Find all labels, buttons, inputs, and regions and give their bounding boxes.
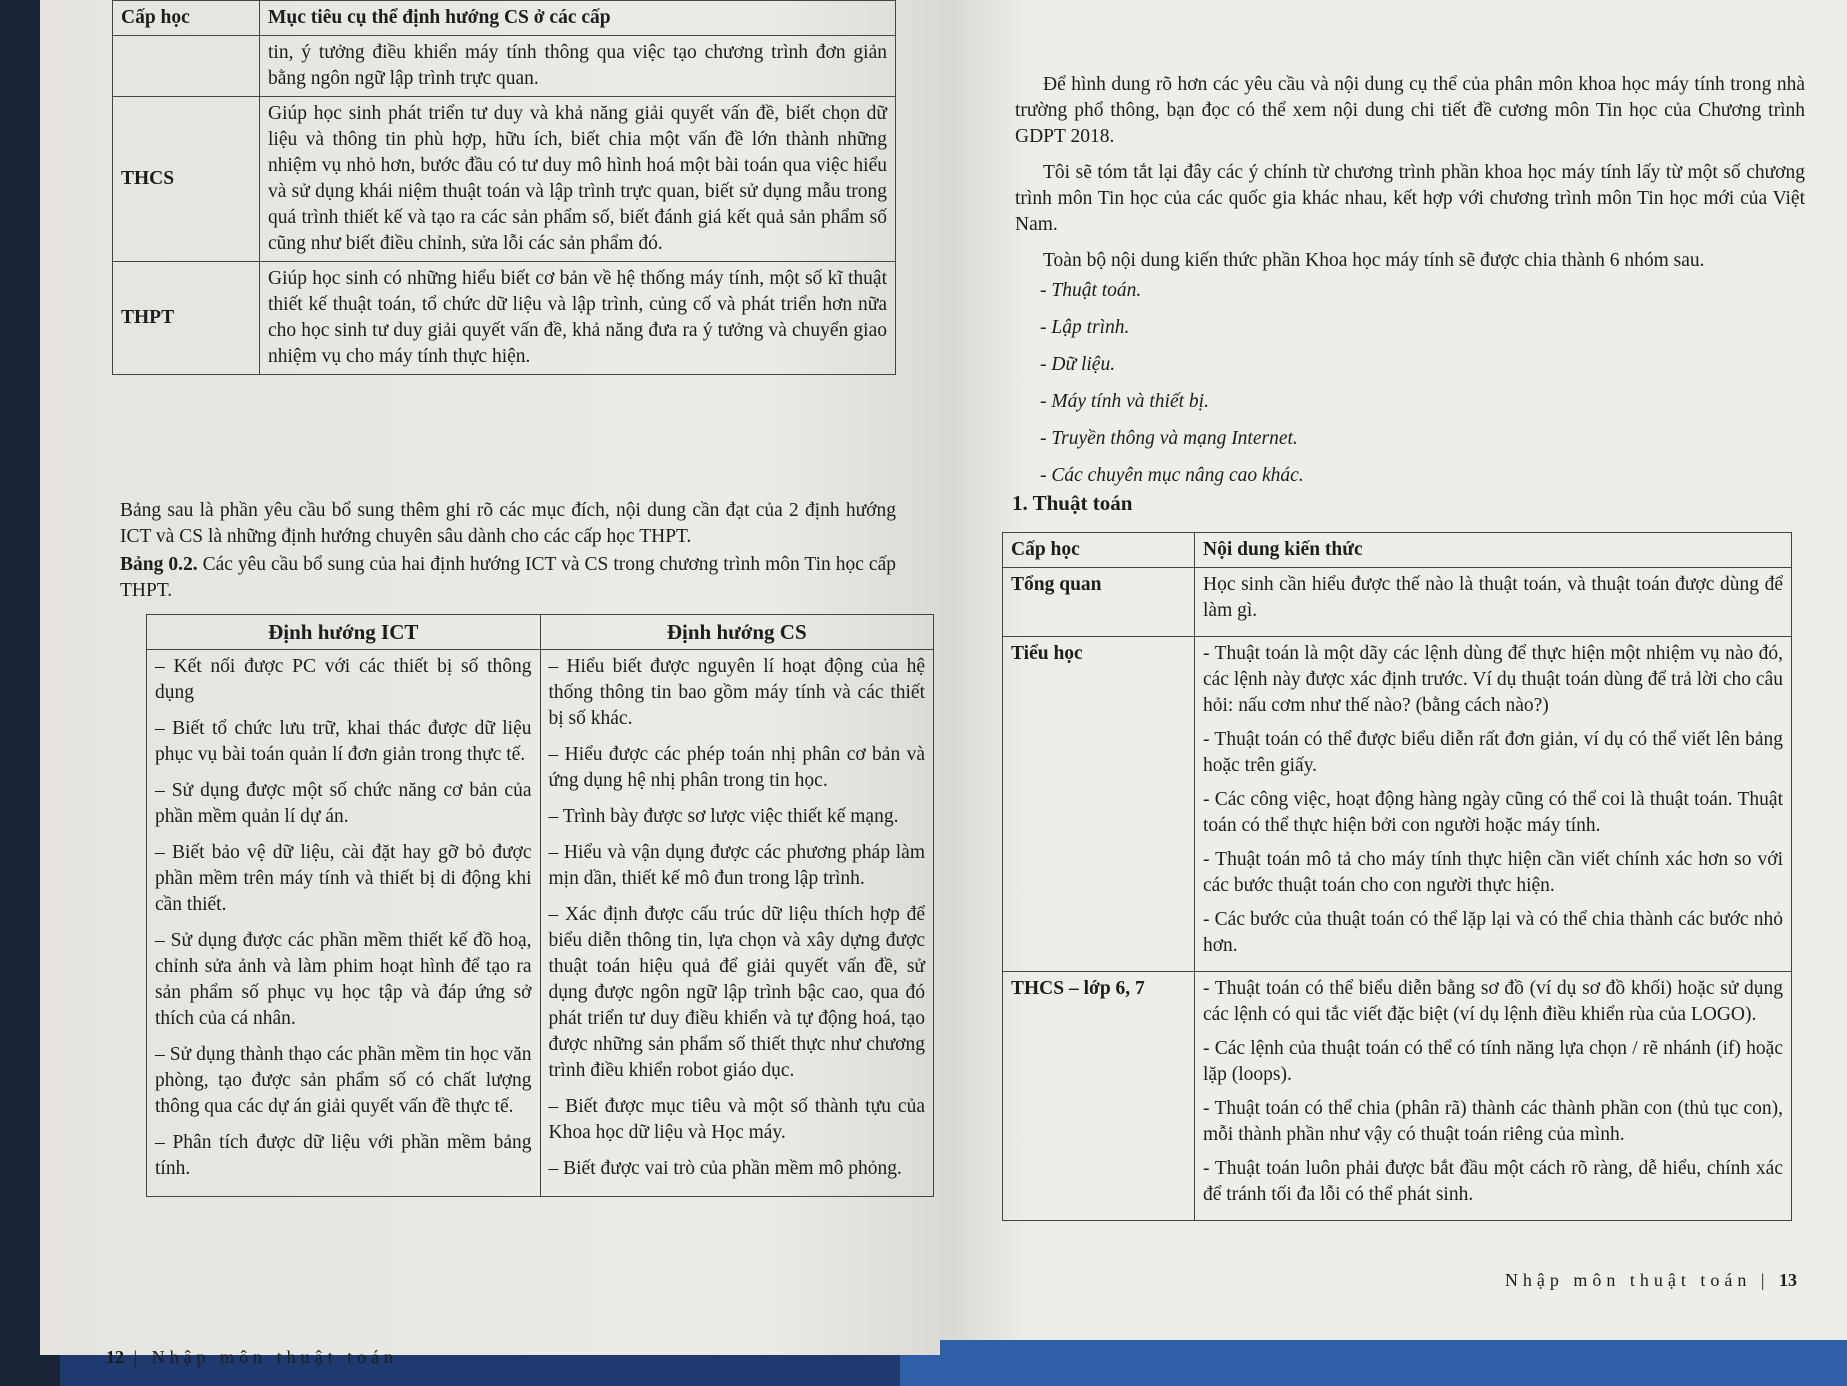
row-level: THCS [113,97,260,262]
list-item: - Thuật toán có thể chia (phân rã) thành các thành phần con (thủ tục con), mỗi thành phần như vậy có thuật toán riêng của mình. [1203,1098,1783,1145]
list-item: - Thuật toán mô tả cho máy tính thực hiện cần viết chính xác hơn so với các bước thuật toán cho con người thực hiện. [1203,849,1783,896]
list-item: - Thuật toán có thể biểu diễn bằng sơ đồ (ví dụ sơ đồ khối) hoặc sử dụng các lệnh có qui tắc viết đặc biệt (ví dụ lệnh điều khiển rùa của LOGO). [1203,978,1783,1025]
list-item: - Truyền thông và mạng Internet. [1040,428,1298,449]
table-row [113,36,896,97]
topic-groups-list [1040,272,1304,494]
right-page-footer: Nhập môn thuật toán | 13 [1504,1270,1797,1290]
table-header-row [1003,533,1792,568]
row-text: Giúp học sinh có những hiểu biết cơ bản về hệ thống máy tính, một số kĩ thuật thiết kế thuật toán, tổ chức dữ liệu và lập trình, củng cố và phát triển hơn nữa cho học sinh tư duy giải quyết vấn đề, khả năng đưa ra ý tưởng và chuyển giao nhiệm vụ cho máy tính thực hiện. [260,262,896,375]
table-header-row [147,615,934,650]
list-item: – Biết được vai trò của phần mềm mô phỏng. [548,1158,902,1179]
table-row [1003,972,1792,1221]
list-item: - Các lệnh của thuật toán có thể có tính năng lựa chọn / rẽ nhánh (if) hoặc lặp (loops). [1203,1038,1783,1085]
row-level: Tiểu học [1003,637,1195,972]
row-content [1195,568,1792,637]
list-item: - Dữ liệu. [1040,354,1116,375]
list-item: - Lập trình. [1040,317,1130,338]
list-item: – Sử dụng được các phần mềm thiết kế đồ hoạ, chỉnh sửa ảnh và làm phim hoạt hình để tạo ra sản phẩm số phục vụ học tập và đáp ứng sở thích của cá nhân. [155,930,532,1029]
list-item: - Các bước của thuật toán có thể lặp lại và có thể chia thành các bước nhỏ hơn. [1203,909,1783,956]
table-row [113,97,896,262]
row-content [1195,972,1792,1221]
table-caption [120,552,896,604]
left-page-footer: 12 | Nhập môn thuật toán [106,1347,399,1367]
header-ict: Định hướng ICT [147,615,541,650]
list-item: – Biết tổ chức lưu trữ, khai thác được dữ liệu phục vụ bài toán quản lí đơn giản trong thực tế. [155,718,532,765]
paragraph: Tôi sẽ tóm tắt lại đây các ý chính từ chương trình phần khoa học máy tính lấy từ một số chương trình môn Tin học của các quốc gia khác nhau, kết hợp với chương trình môn Tin học mới của Việt Nam. [1015,162,1805,235]
list-item: - Các công việc, hoạt động hàng ngày cũng có thể coi là thuật toán. Thuật toán có thể thực hiện bởi con người hoặc máy tính. [1203,789,1783,836]
list-item: – Biết bảo vệ dữ liệu, cài đặt hay gỡ bỏ được phần mềm trên máy tính và thiết bị di động khi cần thiết. [155,842,532,915]
list-item: – Hiểu được các phép toán nhị phân cơ bản và ứng dụng hệ nhị phân trong tin học. [548,744,925,791]
list-item: – Kết nối được PC với các thiết bị số thông dụng [155,656,532,703]
list-item: – Hiểu và vận dụng được các phương pháp làm mịn dần, thiết kế mô đun trong lập trình. [548,842,925,889]
intro-paragraph: Bảng sau là phần yêu cầu bổ sung thêm ghi rõ các mục đích, nội dung cần đạt của 2 định hướng ICT và CS là những định hướng chuyên sâu dành cho các cấp học THPT. [120,500,896,547]
list-item: – Hiểu biết được nguyên lí hoạt động của hệ thống thông tin bao gồm máy tính và các thiết bị số khác. [548,656,925,729]
table-header-row [113,1,896,36]
list-item: – Sử dụng thành thạo các phần mềm tin học văn phòng, tạo được sản phẩm số có chất lượng thông qua các dự án giải quyết vấn đề thực tế. [155,1044,532,1117]
header-level: Cấp học [113,1,260,36]
list-item: - Thuật toán là một dãy các lệnh dùng để thực hiện một nhiệm vụ nào đó, các lệnh này được xác định trước. Ví dụ thuật toán dùng để trả lời cho câu hỏi: nấu cơm như thế nào? (bằng cách nào?) [1203,643,1783,716]
page-number: 12 [106,1347,124,1367]
row-content [1195,637,1792,972]
page-number: 13 [1779,1270,1797,1290]
algorithm-content-table [1002,532,1792,1221]
caption-text: Các yêu cầu bổ sung của hai định hướng ICT và CS trong chương trình môn Tin học cấp THPT. [120,554,896,601]
row-level: Tổng quan [1003,568,1195,637]
ict-cs-table [146,614,934,1197]
book-title: Nhập môn thuật toán [151,1347,399,1367]
table-row [1003,568,1792,637]
list-item: Học sinh cần hiểu được thế nào là thuật toán, và thuật toán được dùng để làm gì. [1203,574,1783,621]
caption-label: Bảng 0.2. [120,554,198,575]
table-row [147,650,934,1197]
list-item: - Các chuyên mục nâng cao khác. [1040,465,1304,486]
list-item: – Sử dụng được một số chức năng cơ bản của phần mềm quản lí dự án. [155,780,532,827]
row-level: THCS – lớp 6, 7 [1003,972,1195,1221]
ict-cell [147,650,541,1197]
header-goal: Mục tiêu cụ thể định hướng CS ở các cấp [260,1,896,36]
cs-cell [540,650,934,1197]
list-item: - Máy tính và thiết bị. [1040,391,1209,412]
header-level: Cấp học [1003,533,1195,568]
header-cs: Định hướng CS [540,615,934,650]
list-item: - Thuật toán. [1040,280,1142,301]
list-item: - Thuật toán luôn phải được bắt đầu một cách rõ ràng, dễ hiểu, chính xác để tránh tối đa lỗi có thể phát sinh. [1203,1158,1783,1205]
row-level [113,36,260,97]
list-item: – Xác định được cấu trúc dữ liệu thích hợp để biểu diễn thông tin, lựa chọn và xây dựng được thuật toán hiệu quả để giải quyết vấn đề, sử dụng được ngôn ngữ lập trình bậc cao, qua đó phát triển tư duy điều khiển và tự động hoá, tạo được những sản phẩm số thiết thực như chương trình điều khiển robot giáo dục. [548,904,925,1081]
table-row [1003,637,1792,972]
list-item: – Biết được mục tiêu và một số thành tựu của Khoa học dữ liệu và Học máy. [548,1096,925,1143]
section-title: 1. Thuật toán [1012,491,1133,515]
row-level: THPT [113,262,260,375]
paragraph: Để hình dung rõ hơn các yêu cầu và nội dung cụ thể của phân môn khoa học máy tính trong nhà trường phổ thông, bạn đọc có thể xem nội dung chi tiết đề cương môn Tin học của Chương trình GDPT 2018. [1015,74,1805,147]
paragraph: Toàn bộ nội dung kiến thức phần Khoa học máy tính sẽ được chia thành 6 nhóm sau. [1043,250,1705,271]
cs-goals-table [112,0,896,375]
table-row [113,262,896,375]
list-item: – Trình bày được sơ lược việc thiết kế mạng. [548,806,899,827]
book-title: Nhập môn thuật toán [1504,1270,1752,1290]
list-item: - Thuật toán có thể được biểu diễn rất đơn giản, ví dụ có thể viết lên bảng hoặc trên giấy. [1203,729,1783,776]
row-text: tin, ý tưởng điều khiển máy tính thông qua việc tạo chương trình đơn giản bằng ngôn ngữ lập trình trực quan. [260,36,896,97]
row-text: Giúp học sinh phát triển tư duy và khả năng giải quyết vấn đề, biết chọn dữ liệu và thông tin phù hợp, hữu ích, biết chia một vấn đề lớn thành những nhiệm vụ nhỏ hơn, bước đầu có tư duy mô hình hoá một bài toán qua việc hiểu và sử dụng khái niệm thuật toán và lập trình trực quan, biết sử dụng mẫu trong quá trình thiết kế và tạo ra các sản phẩm số, biết đánh giá kết quả sản phẩm số cũng như biết điều chỉnh, sửa lỗi các sản phẩm đó. [260,97,896,262]
list-item: – Phân tích được dữ liệu với phần mềm bảng tính. [155,1132,532,1179]
header-content: Nội dung kiến thức [1195,533,1792,568]
